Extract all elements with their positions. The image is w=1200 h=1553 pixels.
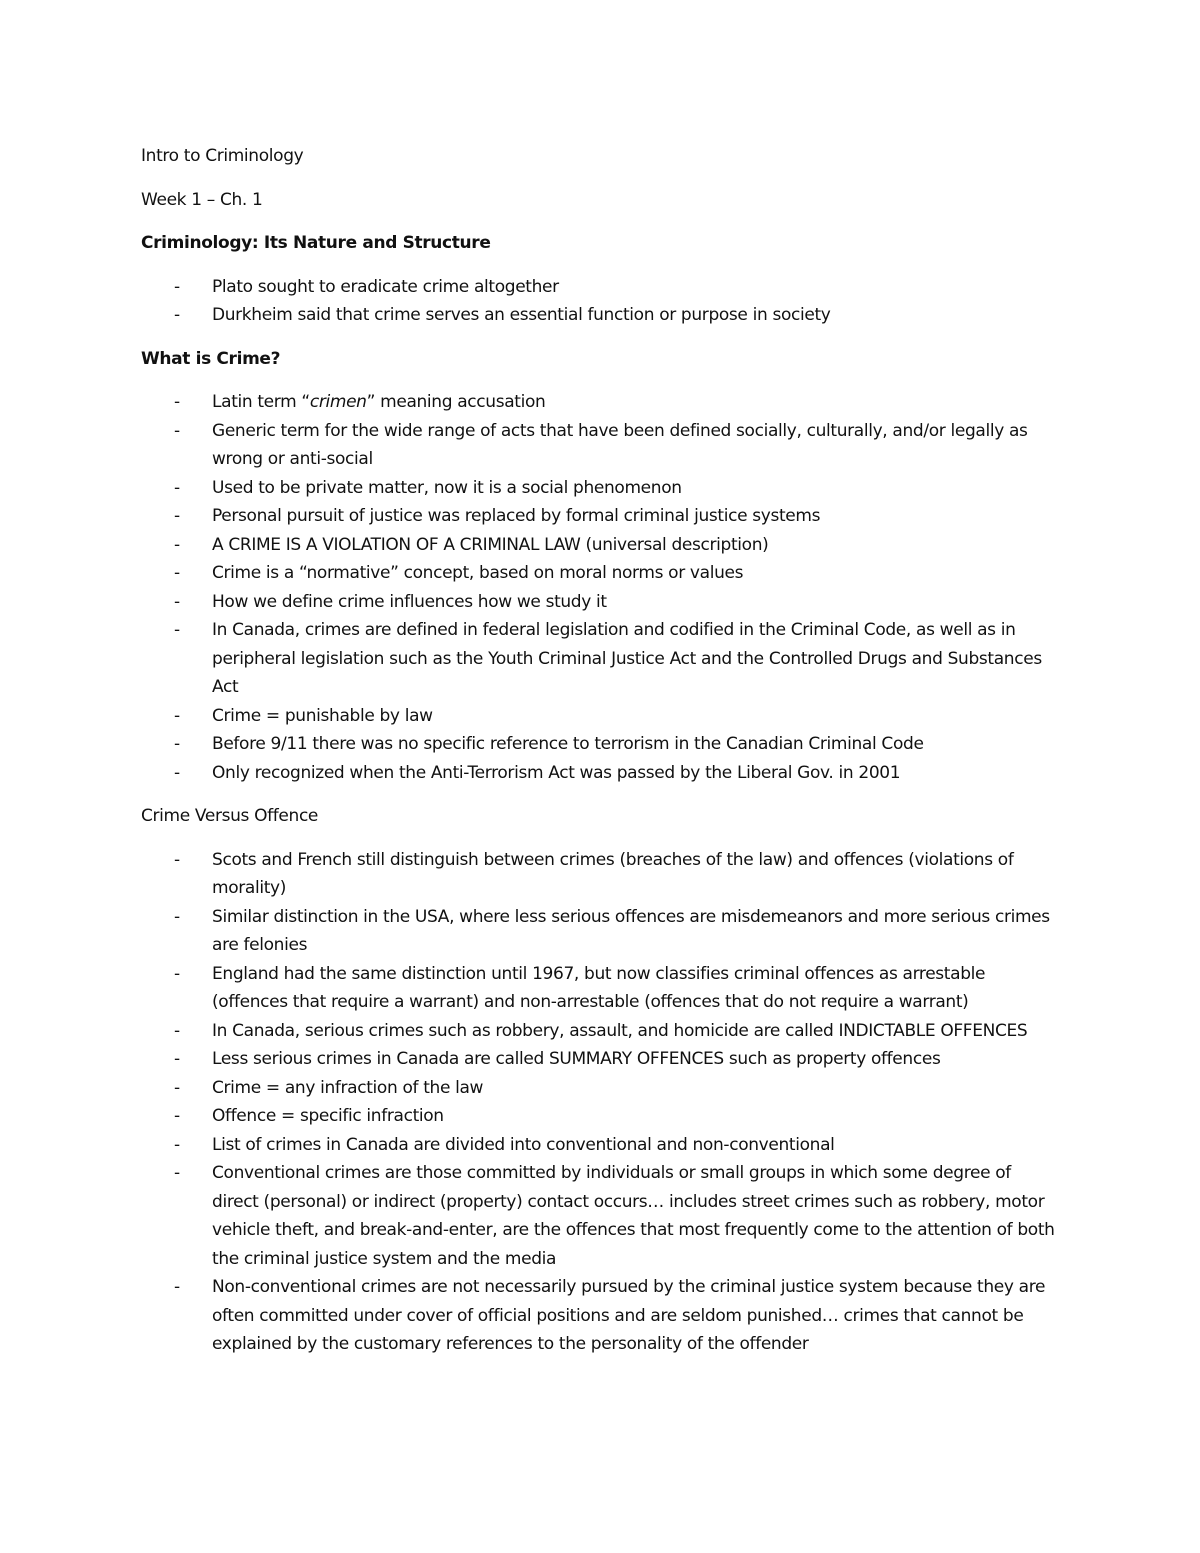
dash-bullet: - xyxy=(174,849,180,870)
dash-bullet: - xyxy=(174,392,180,412)
section-heading-crime-versus-offence: Crime Versus Offence xyxy=(141,806,319,826)
week-label: Week 1 – Ch. 1 xyxy=(141,189,263,210)
dash-bullet: - xyxy=(174,705,180,726)
list-item: - In Canada, serious crimes such as robbery, assault, and homicide are called INDICTABLE OFFENCES xyxy=(141,1017,1060,1046)
list-item: - Generic term for the wide range of acts that have been defined socially, culturally, and/or legally as wrong or anti-social xyxy=(141,417,1060,474)
list-item: - Before 9/11 there was no specific reference to terrorism in the Canadian Criminal Code xyxy=(141,730,1060,759)
list-item: - Similar distinction in the USA, where less serious offences are misdemeanors and more serious crimes are felonies xyxy=(141,903,1060,960)
dash-bullet: - xyxy=(174,305,180,325)
list-item: - Durkheim said that crime serves an essential function or purpose in society xyxy=(141,301,1060,330)
list-item: - Crime is a “normative” concept, based on moral norms or values xyxy=(141,559,1060,588)
dash-bullet: - xyxy=(174,1049,180,1069)
list-item: - Crime = punishable by law xyxy=(141,702,1060,731)
section-list-crime-versus-offence xyxy=(141,846,1060,1359)
dash-bullet: - xyxy=(174,1134,180,1155)
list-item: - How we define crime influences how we study it xyxy=(141,588,1060,617)
section-list-what-is-crime xyxy=(141,388,1060,787)
list-item: - Crime = any infraction of the law xyxy=(141,1074,1060,1103)
section-list-nature-structure xyxy=(141,273,1060,330)
document-title: Intro to Criminology xyxy=(141,146,304,166)
dash-bullet: - xyxy=(174,1106,180,1126)
list-item: - Latin term “crimen” meaning accusation xyxy=(141,388,1060,417)
dash-bullet: - xyxy=(174,1077,180,1098)
list-item: - Less serious crimes in Canada are called SUMMARY OFFENCES such as property offences xyxy=(141,1045,1060,1074)
dash-bullet: - xyxy=(174,276,180,297)
dash-bullet: - xyxy=(174,1163,180,1183)
list-item: - Used to be private matter, now it is a social phenomenon xyxy=(141,474,1060,503)
dash-bullet: - xyxy=(174,906,180,927)
list-item: - In Canada, crimes are defined in federal legislation and codified in the Criminal Code, as well as in peripheral legislation such as the Youth Criminal Justice Act and the Controlled Drugs and Substances Act xyxy=(141,616,1060,702)
list-item: - Scots and French still distinguish between crimes (breaches of the law) and offences (violations of morality) xyxy=(141,846,1060,903)
section-heading-what-is-crime: What is Crime? xyxy=(141,348,281,369)
dash-bullet: - xyxy=(174,620,180,640)
dash-bullet: - xyxy=(174,1020,180,1041)
list-item: - Offence = specific infraction xyxy=(141,1102,1060,1131)
dash-bullet: - xyxy=(174,734,180,754)
dash-bullet: - xyxy=(174,963,180,984)
list-item: - Non-conventional crimes are not necessarily pursued by the criminal justice system because they are often committed under cover of official positions and are seldom punished… crimes that cannot be explained by the customary references to the personality of the offender xyxy=(141,1273,1060,1359)
dash-bullet: - xyxy=(174,591,180,612)
list-item: - Only recognized when the Anti-Terrorism Act was passed by the Liberal Gov. in 2001 xyxy=(141,759,1060,788)
latin-term: crimen xyxy=(309,392,367,412)
dash-bullet: - xyxy=(174,477,180,498)
dash-bullet: - xyxy=(174,762,180,783)
section-heading-nature-structure: Criminology: Its Nature and Structure xyxy=(141,233,491,253)
dash-bullet: - xyxy=(174,534,180,555)
dash-bullet: - xyxy=(174,420,180,441)
dash-bullet: - xyxy=(174,563,180,583)
list-item: - Personal pursuit of justice was replaced by formal criminal justice systems xyxy=(141,502,1060,531)
list-item: - A CRIME IS A VIOLATION OF A CRIMINAL LAW (universal description) xyxy=(141,531,1060,560)
list-item: - Plato sought to eradicate crime altogether xyxy=(141,273,1060,302)
list-item: - Conventional crimes are those committed by individuals or small groups in which some degree of direct (personal) or indirect (property) contact occurs… includes street crimes such as robbery, motor vehicle theft, and break-and-enter, are the offences that most frequently come to the attention of both the criminal justice system and the media xyxy=(141,1159,1060,1273)
list-item: - England had the same distinction until 1967, but now classifies criminal offences as arrestable (offences that require a warrant) and non-arrestable (offences that do not require a warrant) xyxy=(141,960,1060,1017)
dash-bullet: - xyxy=(174,1277,180,1297)
dash-bullet: - xyxy=(174,506,180,526)
list-item: - List of crimes in Canada are divided into conventional and non-conventional xyxy=(141,1131,1060,1160)
